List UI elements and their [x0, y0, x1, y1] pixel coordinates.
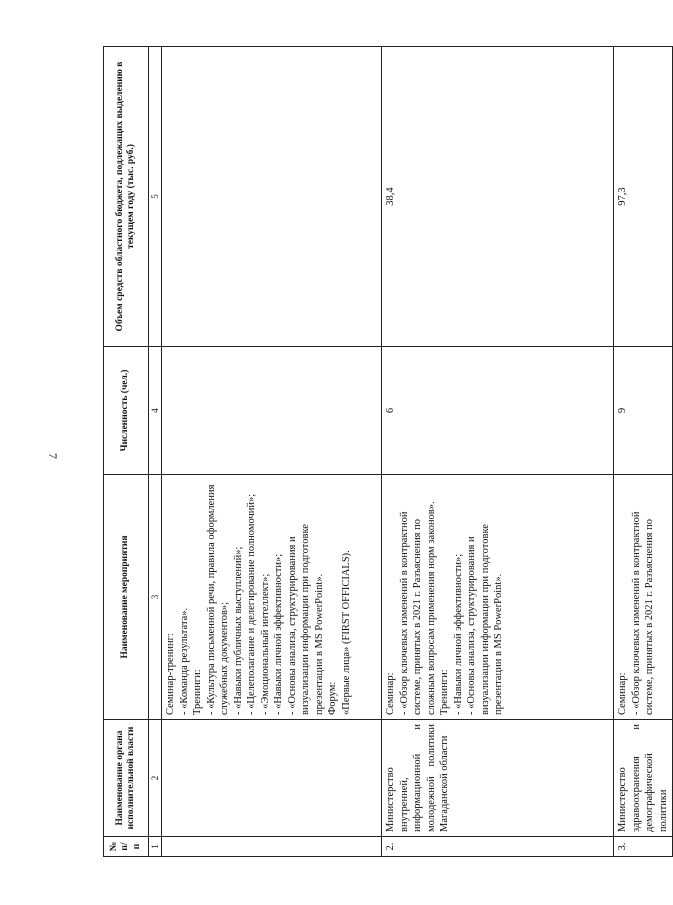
- organ-name: Министерство здравоохранения и демографической политики: [614, 720, 673, 837]
- event-line: - «Основы анализа, структурирования и визуализации информации при подготовке презентации в MS PowerPoint».: [286, 524, 325, 715]
- column-index-row: [149, 47, 162, 857]
- event-line: Семинар:: [385, 672, 396, 715]
- event-line: Семинар-тренинг:: [165, 633, 176, 715]
- budget-table: [103, 46, 673, 857]
- rotated-table-container: [103, 47, 669, 857]
- table-row: [614, 47, 673, 857]
- event-line: - «Навыки личной эффективности»;: [452, 553, 464, 715]
- row-number: 2.: [382, 837, 614, 857]
- event-line: Форум:: [327, 681, 338, 715]
- column-index: 3: [149, 475, 162, 720]
- event-line: - «Основы анализа, структурирования и визуализации информации при подготовке презентации в MS PowerPoint».: [466, 524, 504, 715]
- header-event: Наименование мероприятия: [104, 475, 149, 720]
- column-index: 4: [149, 347, 162, 475]
- event-list: [382, 475, 614, 720]
- column-index: 5: [149, 47, 162, 347]
- event-line: - «Целеполагание и делегирование полномочий»;: [246, 493, 257, 715]
- header-count: Численность (чел.): [104, 347, 149, 475]
- event-line: - «Эмоциональный интеллект»;: [259, 573, 271, 715]
- event-line: - «Навыки личной эффективности»;: [273, 553, 284, 715]
- column-index: 1: [149, 837, 162, 857]
- budget-amount: 38,4: [382, 47, 614, 347]
- event-line: Семинар:: [617, 672, 628, 715]
- table-row: [382, 47, 614, 857]
- organ-name: [162, 720, 382, 837]
- event-line: Тренинги:: [192, 669, 203, 715]
- organ-name: Министерство внутренней, информационной и молодежной политики Магаданской области: [382, 720, 614, 837]
- event-line: - «Обзор ключевых изменений в контрактной системе, принятых в 2021 г. Разъяснения по сложным вопросам применения норм законов».: [398, 501, 437, 715]
- event-line: «Первые лица» (FIRST OFFICIALS).: [340, 550, 352, 715]
- header-budget: Объем средств областного бюджета, подлежащих выделению в текущем году (тыс. руб.): [104, 47, 149, 347]
- header-number: № п/п: [104, 837, 149, 857]
- headcount: [162, 347, 382, 475]
- event-line: - «Команда результата».: [178, 607, 190, 715]
- event-line: - «Навыки публичных выступлений»;: [232, 546, 244, 715]
- budget-amount: [162, 47, 382, 347]
- table-row: [162, 47, 382, 857]
- table-header-row: [104, 47, 149, 857]
- event-list: [614, 475, 673, 720]
- headcount: 6: [382, 347, 614, 475]
- event-line: Тренинги:: [439, 669, 450, 715]
- event-line: - «Обзор ключевых изменений в контрактной системе, принятых в 2021 г. Разъяснения по: [630, 511, 655, 715]
- row-number: [162, 837, 382, 857]
- row-number: 3.: [614, 837, 673, 857]
- headcount: 9: [614, 347, 673, 475]
- event-line: - «Культура письменной речи, правила оформления служебных документов»;: [205, 484, 230, 715]
- event-list: [162, 475, 382, 720]
- header-organ: Наименование органа исполнительной власти: [104, 720, 149, 837]
- page-number: 7: [46, 453, 60, 459]
- column-index: 2: [149, 720, 162, 837]
- budget-amount: 97,3: [614, 47, 673, 347]
